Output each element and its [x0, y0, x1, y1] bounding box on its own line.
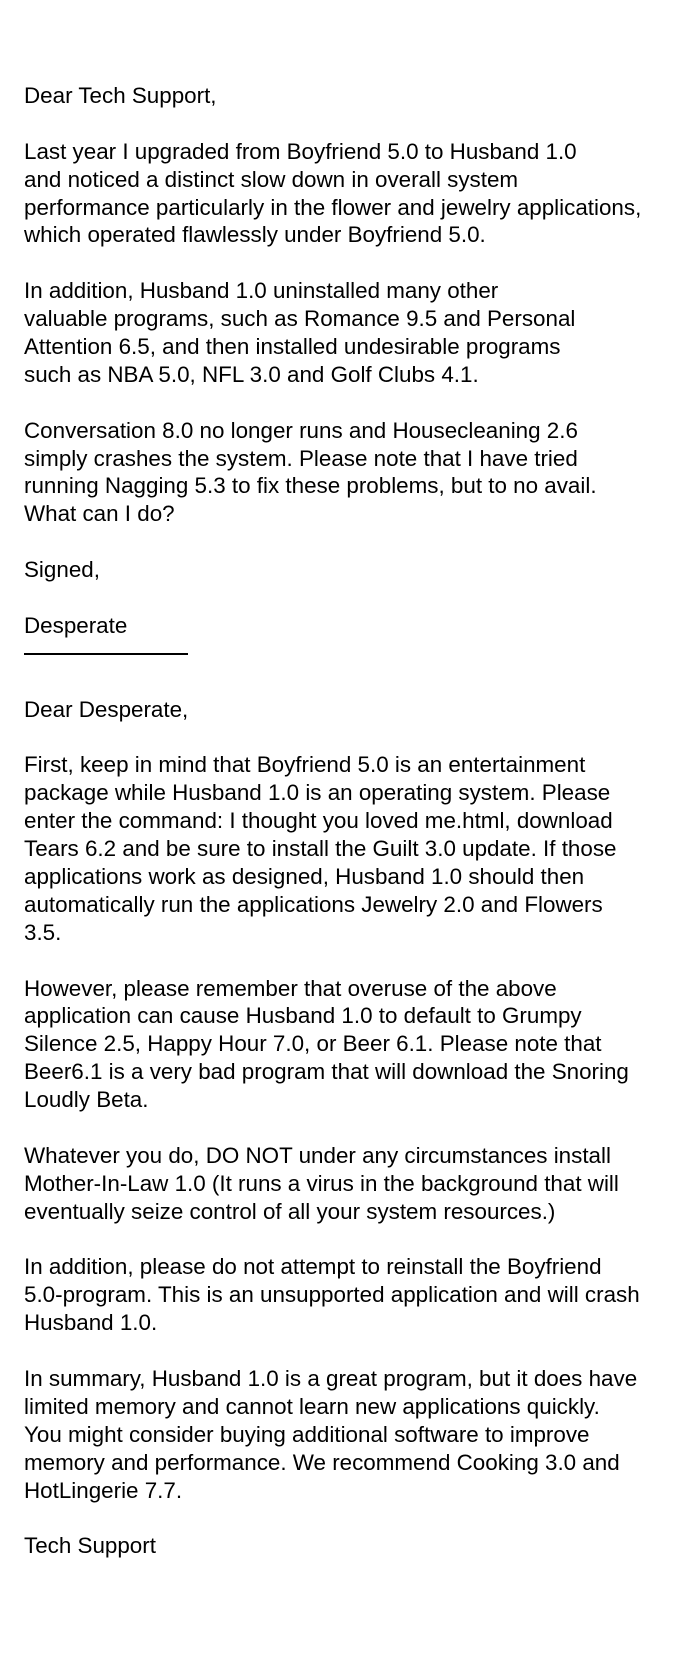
reply-paragraph-2-line: Beer6.1 is a very bad program that will download the Snoring	[24, 1059, 629, 1085]
reply-paragraph-5-line: You might consider buying additional software to improve	[24, 1421, 590, 1447]
reply-paragraph-2	[24, 975, 684, 1114]
letter-salutation: Dear Tech Support,	[24, 83, 217, 108]
letter-paragraph-1-line: performance particularly in the flower and jewelry applications,	[24, 194, 642, 220]
reply-paragraph-4-line: Husband 1.0.	[24, 1310, 158, 1336]
letter-paragraph-1-line: which operated flawlessly under Boyfriend 5.0.	[24, 222, 486, 248]
reply-paragraph-3-line: eventually seize control of all your system resources.)	[24, 1198, 556, 1224]
letter-paragraph-3-line: simply crashes the system. Please note that I have tried	[24, 445, 578, 471]
letter-paragraph-3-line: Conversation 8.0 no longer runs and Housecleaning 2.6	[24, 417, 578, 443]
reply-paragraph-1-line: 3.5.	[24, 919, 62, 945]
reply-paragraph-1-line: enter the command: I thought you loved me.html, download	[24, 808, 613, 834]
reply-paragraph-1-line: Tears 6.2 and be sure to install the Guilt 3.0 update. If those	[24, 836, 617, 862]
letter-paragraph-2-line: In addition, Husband 1.0 uninstalled many other	[24, 278, 499, 304]
letter-paragraph-1-line: and noticed a distinct slow down in overall system	[24, 166, 519, 192]
letter-paragraph-3-line: running Nagging 5.3 to fix these problems, but to no avail.	[24, 473, 597, 499]
reply-paragraph-4-line: In addition, please do not attempt to reinstall the Boyfriend	[24, 1254, 602, 1280]
document-page	[24, 82, 684, 1560]
letter-paragraph-1	[24, 138, 684, 250]
reply-paragraph-5	[24, 1365, 684, 1504]
letter-paragraph-1-line: Last year I upgraded from Boyfriend 5.0 to Husband 1.0	[24, 138, 577, 164]
reply-paragraph-2-line: application can cause Husband 1.0 to default to Grumpy	[24, 1003, 582, 1029]
reply-paragraph-3-line: Mother-In-Law 1.0 (It runs a virus in the background that will	[24, 1170, 619, 1196]
reply-paragraph-4	[24, 1253, 684, 1337]
letter-paragraph-2-line: Attention 6.5, and then installed undesirable programs	[24, 334, 561, 360]
reply-paragraph-4-line: 5.0-program. This is an unsupported application and will crash	[24, 1282, 640, 1308]
letter-paragraph-2-line: such as NBA 5.0, NFL 3.0 and Golf Clubs 4.1.	[24, 361, 479, 387]
section-divider	[24, 653, 188, 655]
reply-paragraph-1-line: package while Husband 1.0 is an operating system. Please	[24, 780, 611, 806]
letter-signature: Desperate	[24, 612, 128, 638]
reply-signature: Tech Support	[24, 1533, 156, 1559]
reply-paragraph-2-line: Silence 2.5, Happy Hour 7.0, or Beer 6.1. Please note that	[24, 1031, 602, 1057]
reply-paragraph-1	[24, 751, 684, 946]
reply-paragraph-1-line: automatically run the applications Jewelry 2.0 and Flowers	[24, 891, 603, 917]
reply-paragraph-5-line: limited memory and cannot learn new applications quickly.	[24, 1393, 600, 1419]
reply-paragraph-3-line: Whatever you do, DO NOT under any circumstances install	[24, 1142, 611, 1168]
reply-paragraph-3	[24, 1142, 684, 1226]
reply-paragraph-1-line: First, keep in mind that Boyfriend 5.0 is an entertainment	[24, 752, 586, 778]
reply-paragraph-5-line: In summary, Husband 1.0 is a great program, but it does have	[24, 1365, 638, 1391]
reply-salutation: Dear Desperate,	[24, 696, 189, 722]
reply-paragraph-2-line: Loudly Beta.	[24, 1087, 149, 1113]
reply-paragraph-5-line: memory and performance. We recommend Cooking 3.0 and	[24, 1449, 620, 1475]
reply-paragraph-5-line: HotLingerie 7.7.	[24, 1477, 183, 1503]
reply-paragraph-1-line: applications work as designed, Husband 1.0 should then	[24, 863, 585, 889]
letter-paragraph-2	[24, 277, 684, 389]
letter-paragraph-2-line: valuable programs, such as Romance 9.5 and Personal	[24, 306, 576, 332]
reply-paragraph-2-line: However, please remember that overuse of the above	[24, 975, 557, 1001]
letter-closing: Signed,	[24, 557, 100, 583]
letter-paragraph-3	[24, 417, 684, 529]
letter-paragraph-3-line: What can I do?	[24, 501, 175, 527]
